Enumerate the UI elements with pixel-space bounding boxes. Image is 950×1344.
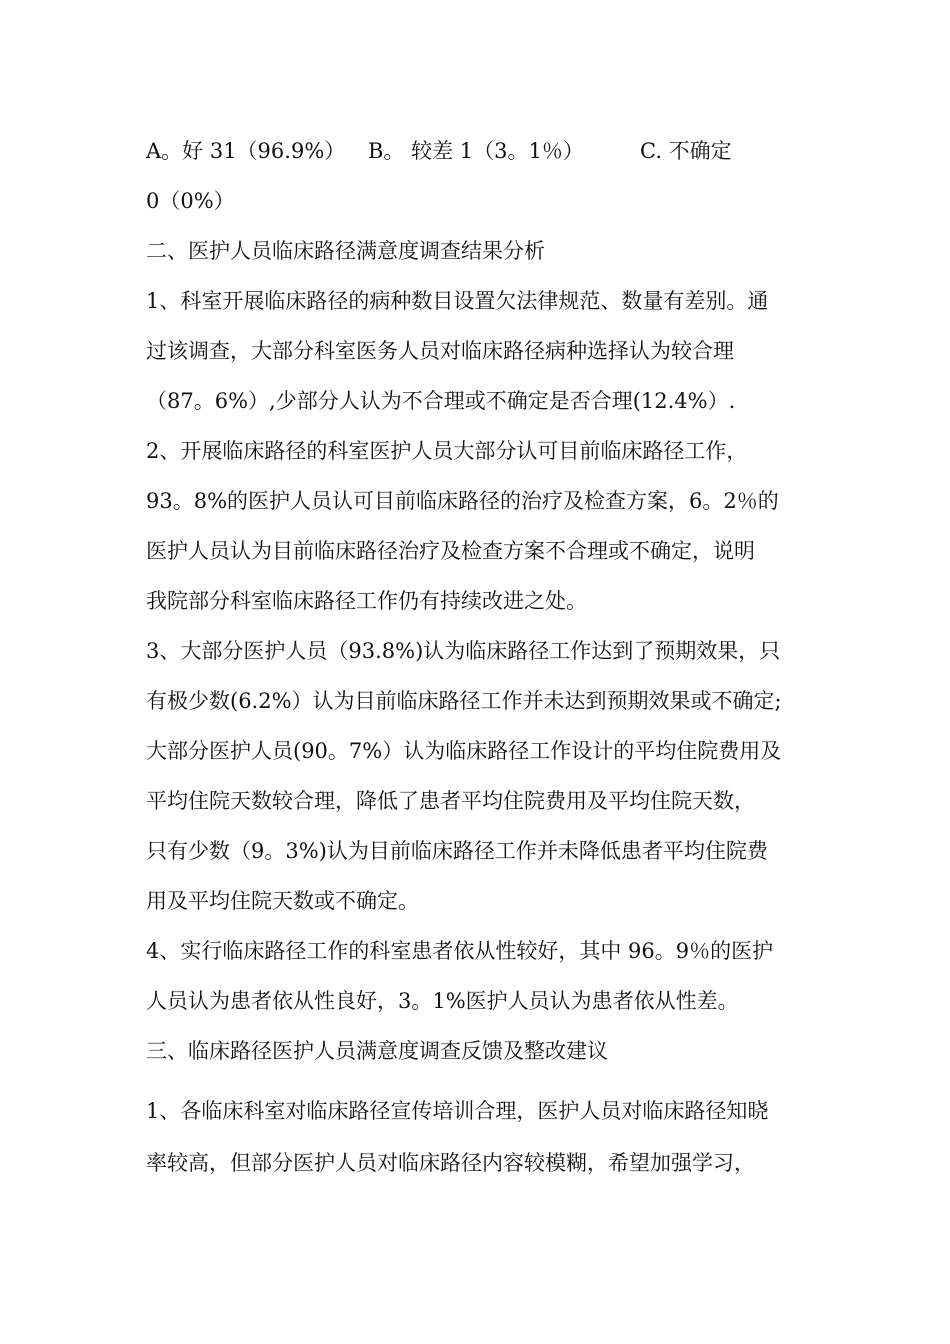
- paragraph-line: 用及平均住院天数或不确定。: [146, 889, 419, 913]
- section-heading-3: 三、临床路径医护人员满意度调查反馈及整改建议: [146, 1039, 608, 1063]
- paragraph-line: 1、科室开展临床路径的病种数目设置欠法律规范、数量有差别。通: [146, 289, 769, 313]
- paragraph-line: 1、各临床科室对临床路径宣传培训合理，医护人员对临床路径知晓: [146, 1099, 769, 1123]
- option-c-continued: 0（0%）: [146, 189, 235, 213]
- paragraph-line: 大部分医护人员(90。7%）认为临床路径工作设计的平均住院费用及: [146, 739, 782, 763]
- section-heading-2: 二、医护人员临床路径满意度调查结果分析: [146, 239, 545, 263]
- paragraph-line: 3、大部分医护人员（93.8%)认为临床路径工作达到了预期效果，只: [146, 639, 781, 663]
- paragraph-line: 医护人员认为目前临床路径治疗及检查方案不合理或不确定，说明: [146, 539, 755, 563]
- option-c: C. 不确定: [640, 139, 732, 163]
- paragraph-line: 过该调查，大部分科室医务人员对临床路径病种选择认为较合理: [146, 339, 734, 363]
- option-b: B。 较差 1（3。1％）: [368, 139, 584, 163]
- paragraph-line: 有极少数(6.2%）认为目前临床路径工作并未达到预期效果或不确定;: [146, 689, 782, 713]
- paragraph-line: （87。6%）,少部分人认为不合理或不确定是否合理(12.4%）.: [146, 389, 736, 413]
- paragraph-line: 93。8%的医护人员认可目前临床路径的治疗及检查方案，6。2％的: [146, 489, 779, 513]
- paragraph-line: 我院部分科室临床路径工作仍有持续改进之处。: [146, 589, 587, 613]
- option-a: A。好 31（96.9%）: [146, 139, 346, 163]
- paragraph-line: 只有少数（9。3%)认为目前临床路径工作并未降低患者平均住院费: [146, 839, 768, 863]
- paragraph-line: 平均住院天数较合理，降低了患者平均住院费用及平均住院天数，: [146, 789, 755, 813]
- paragraph-line: 人员认为患者依从性良好，3。1%医护人员认为患者依从性差。: [146, 989, 739, 1013]
- paragraph-line: 2、开展临床路径的科室医护人员大部分认可目前临床路径工作，: [146, 439, 748, 463]
- paragraph-line: 率较高，但部分医护人员对临床路径内容较模糊，希望加强学习，: [146, 1151, 755, 1175]
- paragraph-line: 4、实行临床路径工作的科室患者依从性较好，其中 96。9％的医护: [146, 939, 774, 963]
